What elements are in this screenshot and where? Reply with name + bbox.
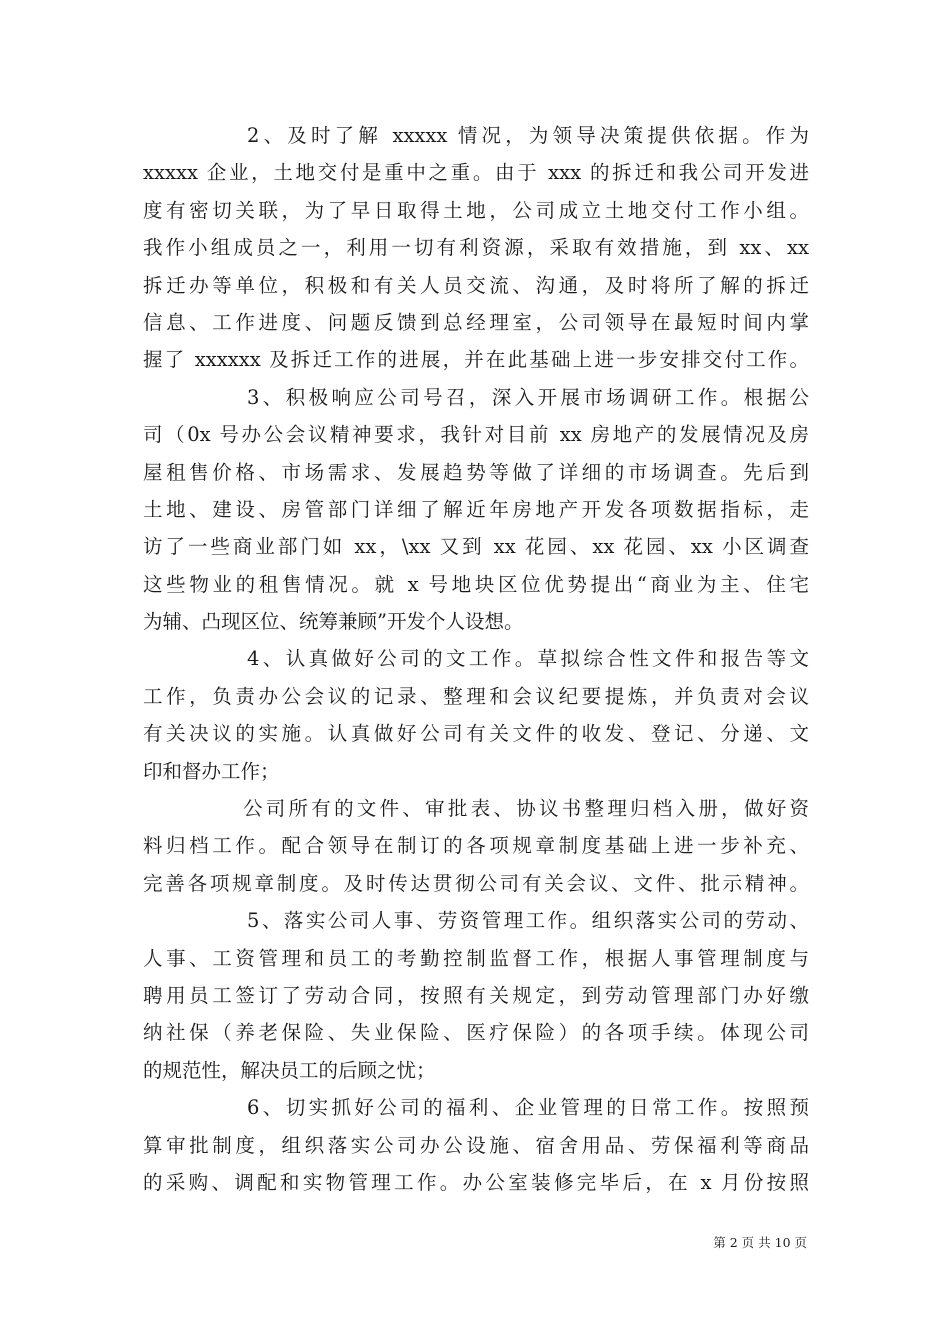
paragraph-line: 土地、建设、房管部门详细了解近年房地产开发各项数据指标，走 [143, 497, 809, 521]
paragraph-line: 工作，负责办公会议的记录、整理和会议纪要提炼，并负责对会议 [143, 684, 809, 708]
paragraph-line: 公司所有的文件、审批表、协议书整理归档入册，做好资 [243, 797, 809, 821]
paragraph-line: 3、积极响应公司号召，深入开展市场调研工作。根据公 [247, 385, 809, 409]
paragraph-line: 握了 xxxxxx 及拆迁工作的进展，并在此基础上进一步安排交付工作。 [143, 348, 809, 372]
paragraph-line: 纳社保（养老保险、失业保险、医疗保险）的各项手续。体现公司 [143, 1021, 809, 1045]
paragraph-line: 这些物业的租售情况。就 x 号地块区位优势提出“商业为主、住宅 [143, 572, 809, 596]
page-number-footer: 第 2 页 共 10 页 [713, 1235, 807, 1250]
paragraph-line: 我作小组成员之一，利用一切有利资源，采取有效措施，到 xx、xx [143, 236, 809, 260]
paragraph-line: 2、及时了解 xxxxx 情况，为领导决策提供依据。作为 [247, 124, 809, 147]
paragraph-line: 信息、工作进度、问题反馈到总经理室，公司领导在最短时间内掌 [143, 310, 809, 334]
paragraph-line: 访了一些商业部门如 xx，\xx 又到 xx 花园、xx 花园、xx 小区调查 [143, 535, 809, 559]
paragraph-line: 司（0x 号办公会议精神要求，我针对目前 xx 房地产的发展情况及房 [143, 423, 809, 447]
paragraph-line: xxxxx 企业，土地交付是重中之重。由于 xxx 的拆迁和我公司开发进 [143, 161, 809, 185]
paragraph-line: 有关决议的实施。认真做好公司有关文件的收发、登记、分递、文 [143, 722, 809, 746]
paragraph-line: 拆迁办等单位，积极和有关人员交流、沟通，及时将所了解的拆迁 [143, 273, 809, 297]
paragraph-line: 4、认真做好公司的文工作。草拟综合性文件和报告等文 [247, 647, 809, 671]
paragraph-line: 完善各项规章制度。及时传达贯彻公司有关会议、文件、批示精神。 [143, 871, 809, 895]
paragraph-line: 屋租售价格、市场需求、发展趋势等做了详细的市场调查。先后到 [143, 460, 809, 484]
paragraph-line: 度有密切关联，为了早日取得土地，公司成立土地交付工作小组。 [143, 198, 809, 222]
paragraph-line: 为辅、凸现区位、统筹兼顾”开发个人设想。 [143, 610, 524, 634]
paragraph-line: 的规范性，解决员工的后顾之忧； [143, 1058, 436, 1082]
paragraph-line: 人事、工资管理和员工的考勤控制监督工作，根据人事管理制度与 [143, 946, 809, 970]
paragraph-line: 料归档工作。配合领导在制订的各项规章制度基础上进一步补充、 [143, 834, 809, 858]
paragraph-line: 印和督办工作； [143, 759, 280, 783]
paragraph-line: 5、落实公司人事、劳资管理工作。组织落实公司的劳动、 [247, 909, 809, 933]
body-text [143, 117, 809, 1201]
paragraph-line: 6、切实抓好公司的福利、企业管理的日常工作。按照预 [247, 1096, 809, 1120]
paragraph-line: 聘用员工签订了劳动合同，按照有关规定，到劳动管理部门办好缴 [143, 983, 809, 1007]
paragraph-line: 的采购、调配和实物管理工作。办公室装修完毕后，在 x 月份按照 [143, 1170, 809, 1194]
paragraph-line: 算审批制度，组织落实公司办公设施、宿舍用品、劳保福利等商品 [143, 1133, 809, 1157]
